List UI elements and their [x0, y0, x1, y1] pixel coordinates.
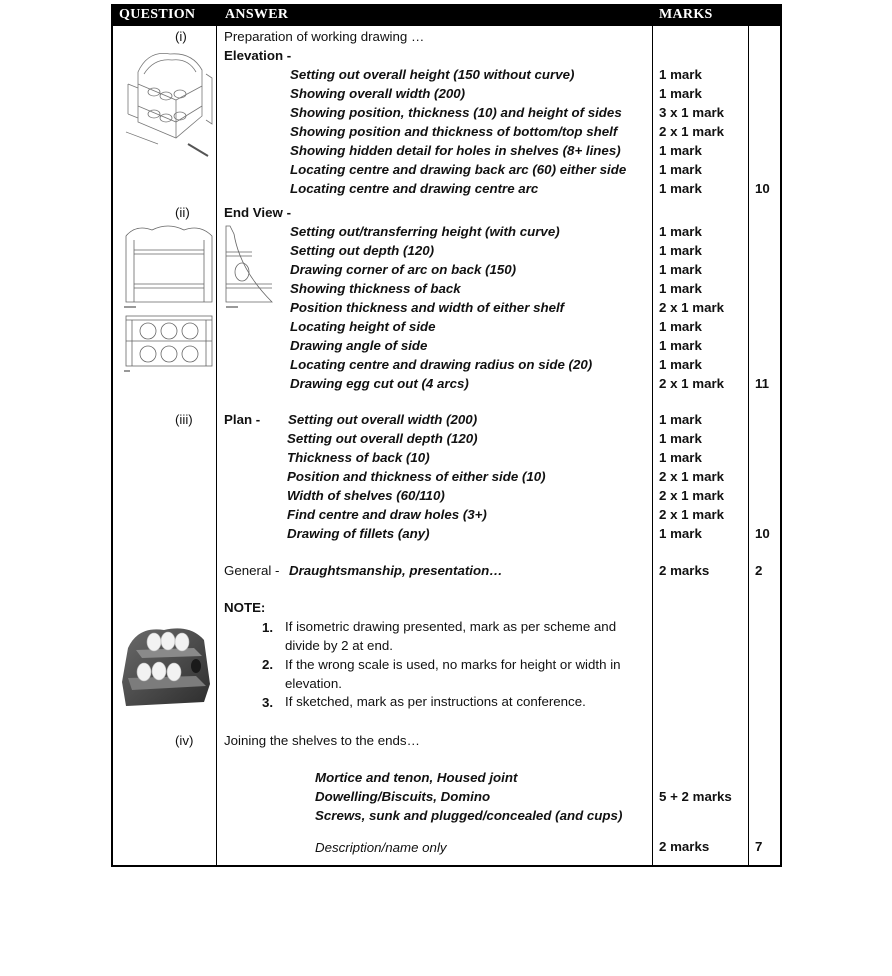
egg-rack-orthographic-views	[122, 220, 284, 374]
criterion-mark: 2 x 1 mark	[659, 376, 725, 391]
egg-rack-isometric-drawing	[118, 44, 214, 164]
criterion-text: Locating height of side	[290, 319, 436, 334]
criterion-mark: 2 x 1 mark	[659, 124, 725, 139]
column-divider	[748, 26, 749, 867]
section-heading: Plan -	[224, 412, 261, 427]
section-heading: End View -	[224, 205, 291, 220]
criterion-mark: 1 mark	[659, 143, 702, 158]
criterion-mark: 1 mark	[659, 431, 702, 446]
criterion-text: Showing hidden detail for holes in shelves (8+ lines)	[290, 143, 621, 158]
note-text: If the wrong scale is used, no marks for height or width in elevation.	[285, 657, 621, 691]
criterion-mark: 5 + 2 marks	[659, 789, 732, 804]
joint-method: Mortice and tenon, Housed joint	[315, 770, 518, 785]
criterion-mark: 1 mark	[659, 262, 702, 277]
section-heading: General -	[224, 563, 280, 578]
question-number: (iii)	[175, 412, 193, 427]
column-divider	[216, 4, 217, 867]
part-total: 10	[755, 181, 770, 196]
criterion-mark: 1 mark	[659, 319, 702, 334]
criterion-text: Locating centre and drawing radius on side (20)	[290, 357, 593, 372]
criterion-text: Showing overall width (200)	[290, 86, 466, 101]
criterion-text: Showing position, thickness (10) and height of sides	[290, 105, 622, 120]
criterion-text: Find centre and draw holes (3+)	[287, 507, 487, 522]
egg-rack-photo	[118, 618, 214, 710]
criterion-text: Description/name only	[315, 840, 447, 855]
criterion-text: Setting out overall height (150 without curve)	[290, 67, 575, 82]
criterion-text: Showing position and thickness of bottom/top shelf	[290, 124, 618, 139]
table-header	[111, 4, 782, 26]
note-number: 3.	[262, 695, 274, 710]
question-number: (i)	[175, 29, 187, 44]
criterion-mark: 2 marks	[659, 563, 710, 578]
part-intro: Joining the shelves to the ends…	[224, 733, 420, 748]
criterion-mark: 1 mark	[659, 412, 702, 427]
criterion-text: Drawing of fillets (any)	[287, 526, 430, 541]
criterion-mark: 2 marks	[659, 839, 710, 854]
part-total: 11	[755, 376, 770, 391]
part-total: 7	[755, 839, 763, 854]
criterion-mark: 1 mark	[659, 357, 702, 372]
criterion-mark: 1 mark	[659, 450, 702, 465]
criterion-text: Drawing corner of arc on back (150)	[290, 262, 517, 277]
part-total: 10	[755, 526, 770, 541]
question-number: (ii)	[175, 205, 190, 220]
criterion-mark: 2 x 1 mark	[659, 507, 725, 522]
criterion-mark: 1 mark	[659, 181, 702, 196]
criterion-mark: 1 mark	[659, 243, 702, 258]
criterion-mark: 1 mark	[659, 67, 702, 82]
criterion-mark: 1 mark	[659, 526, 702, 541]
part-total: 2	[755, 563, 763, 578]
criterion-text: Locating centre and drawing centre arc	[290, 181, 539, 196]
part-intro: Preparation of working drawing …	[224, 29, 425, 44]
note-text: If isometric drawing presented, mark as per scheme and divide by 2 at end.	[285, 619, 617, 653]
criterion-text: Width of shelves (60/110)	[287, 488, 445, 503]
header-question: QUESTION	[119, 7, 196, 22]
criterion-text: Setting out/transferring height (with curve)	[290, 224, 560, 239]
question-number: (iv)	[175, 733, 194, 748]
criterion-mark: 2 x 1 mark	[659, 488, 725, 503]
header-marks: MARKS	[659, 7, 713, 22]
criterion-mark: 1 mark	[659, 224, 702, 239]
criterion-mark: 2 x 1 mark	[659, 469, 725, 484]
criterion-text: Locating centre and drawing back arc (60) either side	[290, 162, 627, 177]
note-number: 2.	[262, 657, 274, 672]
criterion-mark: 2 x 1 mark	[659, 300, 725, 315]
criterion-text: Setting out overall depth (120)	[287, 431, 478, 446]
criterion-text: Thickness of back (10)	[287, 450, 430, 465]
header-answer: ANSWER	[225, 7, 289, 22]
criterion-text: Position thickness and width of either shelf	[290, 300, 565, 315]
criterion-text: Drawing angle of side	[290, 338, 428, 353]
note-text: If sketched, mark as per instructions at conference.	[285, 694, 586, 709]
criterion-mark: 1 mark	[659, 86, 702, 101]
joint-method: Screws, sunk and plugged/concealed (and cups)	[315, 808, 623, 823]
note-number: 1.	[262, 620, 274, 635]
joint-method: Dowelling/Biscuits, Domino	[315, 789, 491, 804]
criterion-text: Setting out overall width (200)	[288, 412, 478, 427]
criterion-mark: 1 mark	[659, 281, 702, 296]
criterion-mark: 3 x 1 mark	[659, 105, 725, 120]
column-divider	[652, 4, 653, 867]
note-heading: NOTE:	[224, 600, 266, 615]
criterion-text: Setting out depth (120)	[290, 243, 435, 258]
criterion-mark: 1 mark	[659, 338, 702, 353]
criterion-text: Position and thickness of either side (10)	[287, 469, 546, 484]
criterion-text: Drawing egg cut out (4 arcs)	[290, 376, 469, 391]
criterion-mark: 1 mark	[659, 162, 702, 177]
section-heading: Elevation -	[224, 48, 292, 63]
criterion-text: Draughtsmanship, presentation…	[289, 563, 503, 578]
criterion-text: Showing thickness of back	[290, 281, 461, 296]
